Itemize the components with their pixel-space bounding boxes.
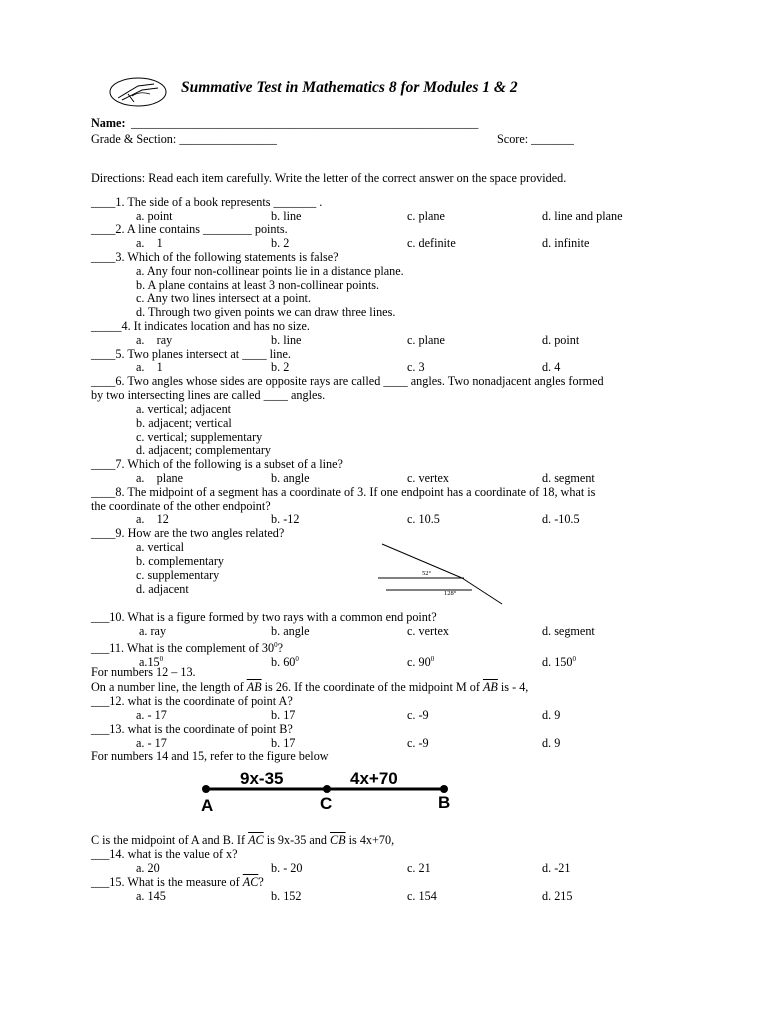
name-label: Name:	[91, 116, 126, 130]
question-8-cont: the coordinate of the other endpoint?	[91, 499, 271, 513]
choice-1b: b. line	[271, 209, 302, 223]
midpoint-problem: C is the midpoint of A and B. If $\overline{AC}$ is 9x-35 and $\overline{CB}$ is 4x+70,	[91, 833, 395, 847]
question-3[interactable]: ____3. Which of the following statements is false?	[91, 250, 339, 264]
choice-10b: b. angle	[271, 624, 310, 638]
choice-5a: a. 1	[136, 360, 163, 374]
choice-7d: d. segment	[542, 471, 595, 485]
question-5[interactable]: ____5. Two planes intersect at ____ line.	[91, 347, 291, 361]
choice-1c: c. plane	[407, 209, 445, 223]
adjacent-angles-figure	[376, 540, 506, 608]
instruction-14-15: For numbers 14 and 15, refer to the figure below	[91, 749, 329, 763]
choice-6b: b. adjacent; vertical	[136, 416, 232, 430]
point-b-label: B	[438, 793, 451, 812]
question-4[interactable]: _____4. It indicates location and has no size.	[91, 319, 310, 333]
choice-10c: c. vertex	[407, 624, 449, 638]
question-12[interactable]: ___12. what is the coordinate of point A?	[91, 694, 293, 708]
choice-12c: c. -9	[407, 708, 429, 722]
choice-7a: a. plane	[136, 471, 184, 485]
choice-14a: a. 20	[136, 861, 160, 875]
choice-10a: a. ray	[139, 624, 167, 638]
instruction-12-13: For numbers 12 – 13.	[91, 665, 196, 679]
choice-11c: c. $90^0$	[407, 655, 435, 670]
choice-12a: a. - 17	[136, 708, 167, 722]
choice-7b: b. angle	[271, 471, 310, 485]
choice-5c: c. 3	[407, 360, 425, 374]
angle-52-label: 52°	[422, 570, 432, 577]
choice-6a: a. vertical; adjacent	[136, 402, 232, 416]
question-15[interactable]: ___15. What is the measure of $\overline{AC}$?	[91, 875, 264, 889]
choice-15c: c. 154	[407, 889, 437, 903]
question-8[interactable]: ____8. The midpoint of a segment has a coordinate of 3. If one endpoint has a coordinate of 18, what is	[91, 485, 596, 499]
choice-13b: b. 17	[271, 736, 296, 750]
choice-8b: b. -12	[271, 512, 300, 526]
choice-2b: b. 2	[271, 236, 290, 250]
choice-11a: $a.15^0$	[139, 655, 164, 670]
number-line-problem: On a number line, the length of $\overline{AB}$ is 26. If the coordinate of the midpoint M of $\overline{AB}$ is - 4,	[91, 680, 529, 694]
question-1[interactable]: ____1. The side of a book represents _______ .	[91, 195, 323, 209]
choice-1d: d. line and plane	[542, 209, 623, 223]
question-7[interactable]: ____7. Which of the following is a subset of a line?	[91, 457, 343, 471]
question-9[interactable]: ____9. How are the two angles related?	[91, 526, 285, 540]
choice-5d: d. 4	[542, 360, 561, 374]
school-logo-icon	[108, 76, 168, 108]
question-11[interactable]: ___11. What is the complement of $30^0$?	[91, 641, 284, 656]
choice-2c: c. definite	[407, 236, 456, 250]
choice-11d: d. $150^0$	[542, 655, 576, 670]
choice-14d: d. -21	[542, 861, 571, 875]
choice-9b: b. complementary	[136, 554, 224, 568]
choice-6c: c. vertical; supplementary	[136, 430, 263, 444]
score-field[interactable]: Score: _______	[497, 132, 574, 146]
choice-11b: b. $60^0$	[271, 655, 299, 670]
choice-14c: c. 21	[407, 861, 431, 875]
choice-4a: a. ray	[136, 333, 173, 347]
choice-7c: c. vertex	[407, 471, 449, 485]
choice-5b: b. 2	[271, 360, 290, 374]
point-c-label: C	[320, 794, 333, 813]
choice-9c: c. supplementary	[136, 568, 220, 582]
ac-expression: 9x-35	[240, 769, 284, 788]
choice-13c: c. -9	[407, 736, 429, 750]
choice-2d: d. infinite	[542, 236, 590, 250]
choice-15b: b. 152	[271, 889, 302, 903]
question-6-cont: by two intersecting lines are called ____ angles.	[91, 388, 326, 402]
choice-12d: d. 9	[542, 708, 561, 722]
choice-15d: d. 215	[542, 889, 573, 903]
choice-14b: b. - 20	[271, 861, 303, 875]
choice-3c: c. Any two lines intersect at a point.	[136, 291, 311, 305]
name-field[interactable]: _________________________________________________________	[131, 116, 479, 130]
choice-9d: d. adjacent	[136, 582, 189, 596]
choice-6d: d. adjacent; complementary	[136, 443, 272, 457]
choice-13d: d. 9	[542, 736, 561, 750]
question-6[interactable]: ____6. Two angles whose sides are opposite rays are called ____ angles. Two nonadjacent angles formed	[91, 374, 604, 388]
choice-2a: a. 1	[136, 236, 163, 250]
choice-1a: a. point	[136, 209, 173, 223]
point-a-label: A	[201, 796, 214, 815]
angle-128-label: 128°	[444, 590, 457, 597]
choice-8c: c. 10.5	[407, 512, 440, 526]
choice-4b: b. line	[271, 333, 302, 347]
choice-8d: d. -10.5	[542, 512, 580, 526]
question-13[interactable]: ___13. what is the coordinate of point B?	[91, 722, 293, 736]
question-10[interactable]: ___10. What is a figure formed by two rays with a common end point?	[91, 610, 437, 624]
question-2[interactable]: ____2. A line contains ________ points.	[91, 222, 288, 236]
choice-10d: d. segment	[542, 624, 595, 638]
choice-13a: a. - 17	[136, 736, 167, 750]
grade-section-field[interactable]: Grade & Section: ________________	[91, 132, 277, 146]
choice-3d: d. Through two given points we can draw three lines.	[136, 305, 396, 319]
choice-15a: a. 145	[136, 889, 166, 903]
choice-4c: c. plane	[407, 333, 445, 347]
choice-8a: a. 12	[136, 512, 169, 526]
choice-12b: b. 17	[271, 708, 296, 722]
choice-4d: d. point	[542, 333, 580, 347]
directions: Directions: Read each item carefully. Write the letter of the correct answer on the space provided.	[91, 171, 567, 185]
segment-acb-figure	[198, 767, 460, 817]
page-title: Summative Test in Mathematics 8 for Modules 1 & 2	[181, 79, 518, 96]
choice-3b: b. A plane contains at least 3 non-collinear points.	[136, 278, 380, 292]
choice-9a: a. vertical	[136, 540, 185, 554]
cb-expression: 4x+70	[350, 769, 398, 788]
choice-3a: a. Any four non-collinear points lie in a distance plane.	[136, 264, 404, 278]
question-14[interactable]: ___14. what is the value of x?	[91, 847, 238, 861]
